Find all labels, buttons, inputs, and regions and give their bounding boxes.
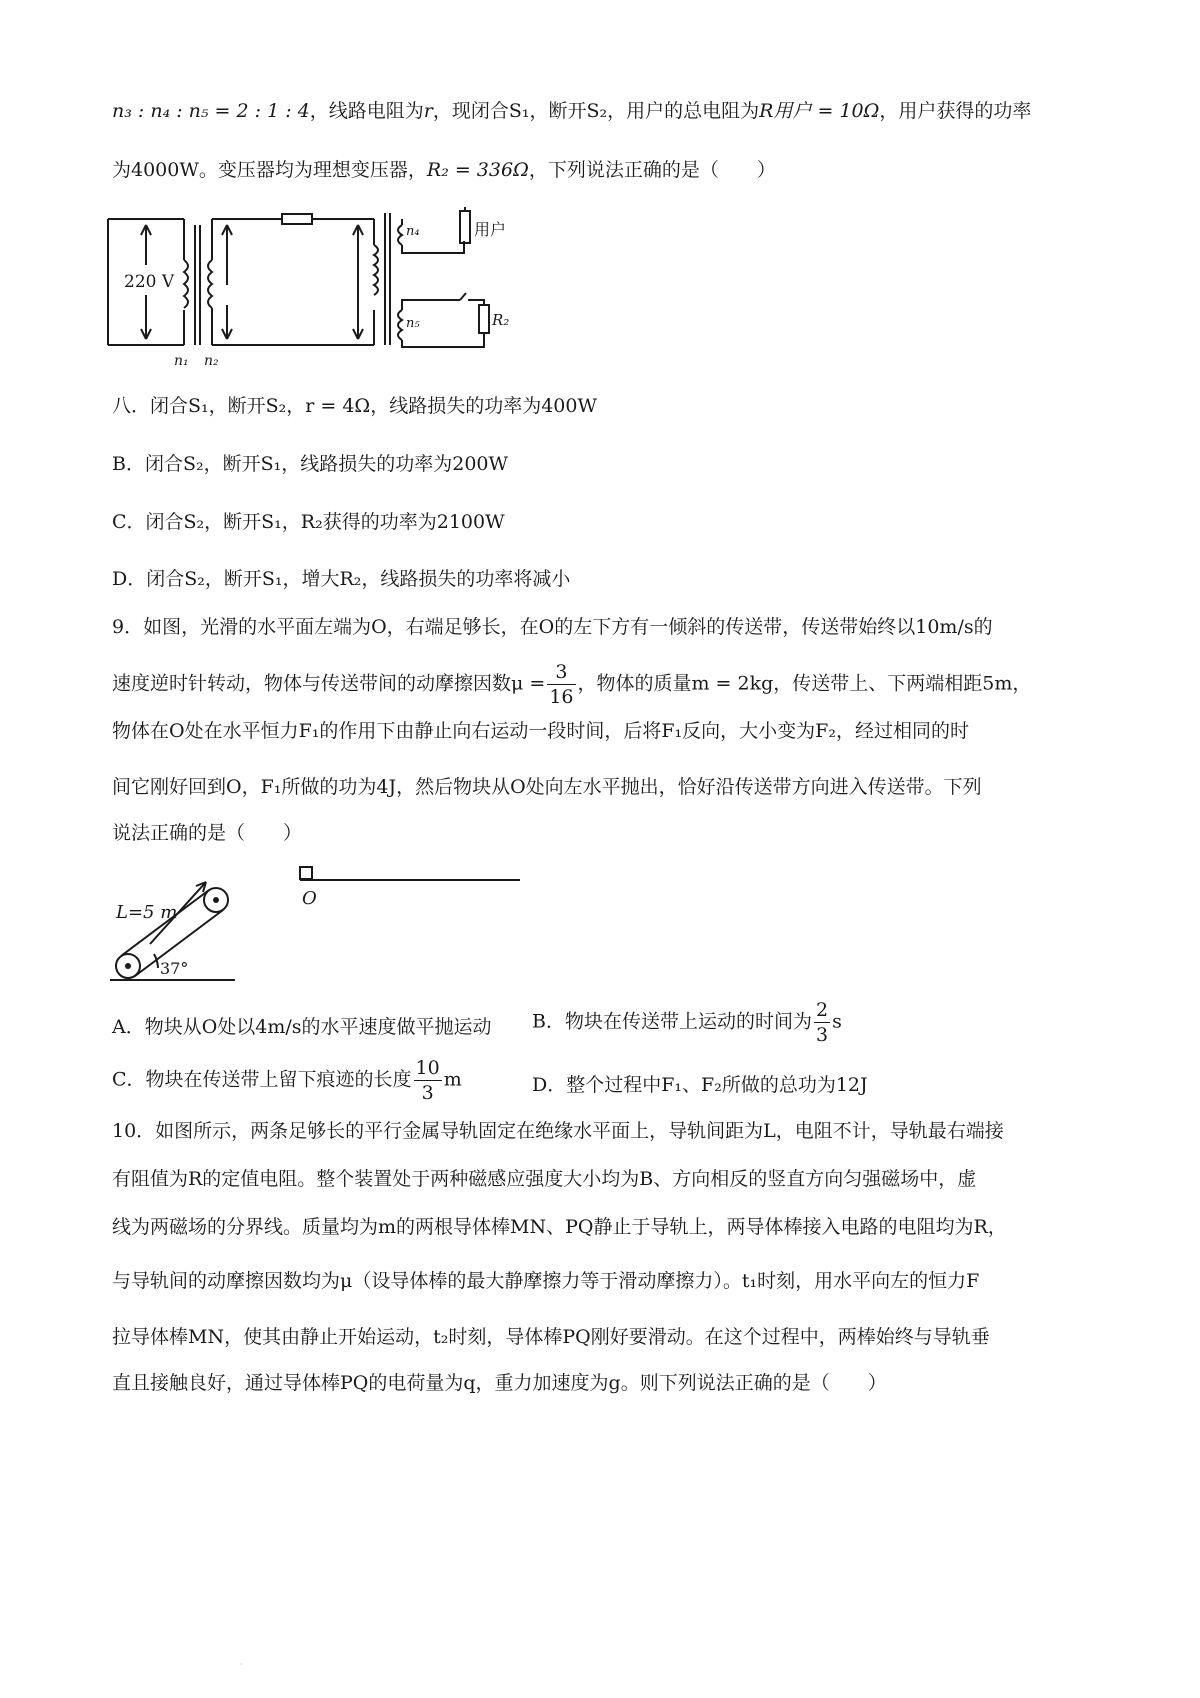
q10-stem-line-4: 与导轨间的动摩擦因数均为μ（设导体棒的最大静摩擦力等于滑动摩擦力）。t₁时刻，用水平向左的恒力F (112, 1270, 980, 1292)
option-c-text: C．物块在传送带上留下痕迹的长度 (112, 1068, 412, 1091)
q9-stem-line-5: 说法正确的是（ ） (112, 822, 303, 844)
option-b-fraction (814, 998, 830, 1047)
option-c-denominator: 3 (421, 1082, 434, 1104)
q8-text: ，用户获得的功率 (879, 100, 1032, 122)
option-c-unit: m (443, 1068, 462, 1091)
q10-stem-line-1: 10．如图所示，两条足够长的平行金属导轨固定在绝缘水平面上，导轨间距为L，电阻不计，导轨最右端接 (112, 1120, 1004, 1142)
line-resistance-symbol: r (423, 100, 433, 122)
q8-option-c: C．闭合S₂，断开S₁，R₂获得的功率为2100W (112, 511, 505, 533)
q8-stem-line-2 (112, 155, 776, 185)
q9-option-c (112, 1056, 462, 1105)
q8-option-a: 八．闭合S₁，断开S₂，r = 4Ω，线路损失的功率为400W (112, 395, 597, 417)
q9-stem-line-4: 间它刚好回到O，F₁所做的功为4J，然后物块从O处向左水平抛出，恰好沿传送带方向进入传送带。下列 (112, 776, 982, 798)
belt-length-label: L=5 m (116, 902, 178, 923)
page-speck: · (240, 1660, 243, 1669)
q9-option-d: D．整个过程中F₁、F₂所做的总功为12J (532, 1074, 868, 1096)
q9-stem-line-1: 9．如图，光滑的水平面左端为O，右端足够长，在O的左下方有一倾斜的传送带，传送带始终以10m/s的 (112, 616, 993, 638)
n5-label: n₅ (406, 316, 420, 331)
q10-stem-line-6: 直且接触良好，通过导体棒PQ的电荷量为q，重力加速度为g。则下列说法正确的是（ ） (112, 1372, 887, 1394)
mu-denominator: 16 (549, 686, 574, 708)
r2-value: R₂ = 336Ω (426, 159, 529, 181)
n2-label: n₂ (204, 353, 219, 369)
user-load-label: 用户 (474, 220, 507, 239)
q10-stem-line-2: 有阻值为R的定值电阻。整个装置处于两种磁感应强度大小均为B、方向相反的竖直方向匀强磁场中，虚 (112, 1168, 977, 1190)
r2-label: R₂ (492, 311, 510, 329)
option-b-numerator: 2 (815, 999, 829, 1021)
source-voltage-label: 220 V (124, 272, 175, 292)
q9-stem-line-3: 物体在O处在水平恒力F₁的作用下由静止向右运动一段时间，后将F₁反向，大小变为F₂，经过相同的时 (112, 720, 969, 742)
q8-text: 为4000W。变压器均为理想变压器， (112, 159, 427, 181)
q8-option-b: B．闭合S₂，断开S₁，线路损失的功率为200W (112, 453, 509, 475)
user-resistance: R用户 = 10Ω (759, 100, 880, 122)
option-b-unit: s (832, 1010, 842, 1033)
q8-stem-line-1 (112, 96, 1031, 126)
transformer-circuit-figure (100, 205, 540, 380)
q8-text: ，线路电阻为 (309, 100, 424, 122)
q9-text: 速度逆时针转动，物体与传送带间的动摩擦因数μ = (112, 672, 546, 695)
q8-text: ，下列说法正确的是（ ） (528, 159, 776, 181)
option-c-fraction (414, 1056, 442, 1105)
q9-option-a: A．物块从O处以4m/s的水平速度做平抛运动 (112, 1016, 492, 1038)
q8-text: ，现闭合S₁，断开S₂，用户的总电阻为 (432, 100, 760, 122)
q10-stem-line-3: 线为两磁场的分界线。质量均为m的两根导体棒MN、PQ静止于导轨上，两导体棒接入电路的电阻均为R， (112, 1216, 1007, 1238)
option-c-numerator: 10 (415, 1057, 440, 1079)
turns-ratio: n₃ : n₄ : n₅ = 2 : 1 : 4 (112, 100, 310, 122)
n1-label: n₁ (174, 353, 189, 369)
mu-fraction (547, 660, 575, 709)
q10-stem-line-5: 拉导体棒MN，使其由静止开始运动，t₂时刻，导体棒PQ刚好要滑动。在这个过程中，两棒始终与导轨垂 (112, 1326, 990, 1348)
option-b-denominator: 3 (815, 1024, 829, 1046)
conveyor-belt-figure (100, 858, 560, 988)
option-b-text: B．物块在传送带上运动的时间为 (532, 1010, 812, 1033)
point-o-label: O (302, 888, 317, 909)
q9-option-b (532, 998, 842, 1047)
mu-numerator: 3 (547, 660, 575, 685)
q9-text: ，物体的质量m = 2kg，传送带上、下两端相距5m， (577, 672, 1032, 695)
q9-stem-line-2 (112, 660, 1031, 709)
q8-option-d: D．闭合S₂，断开S₁，增大R₂，线路损失的功率将减小 (112, 568, 571, 590)
n4-label: n₄ (406, 224, 420, 239)
incline-angle-label: 37° (160, 959, 189, 978)
